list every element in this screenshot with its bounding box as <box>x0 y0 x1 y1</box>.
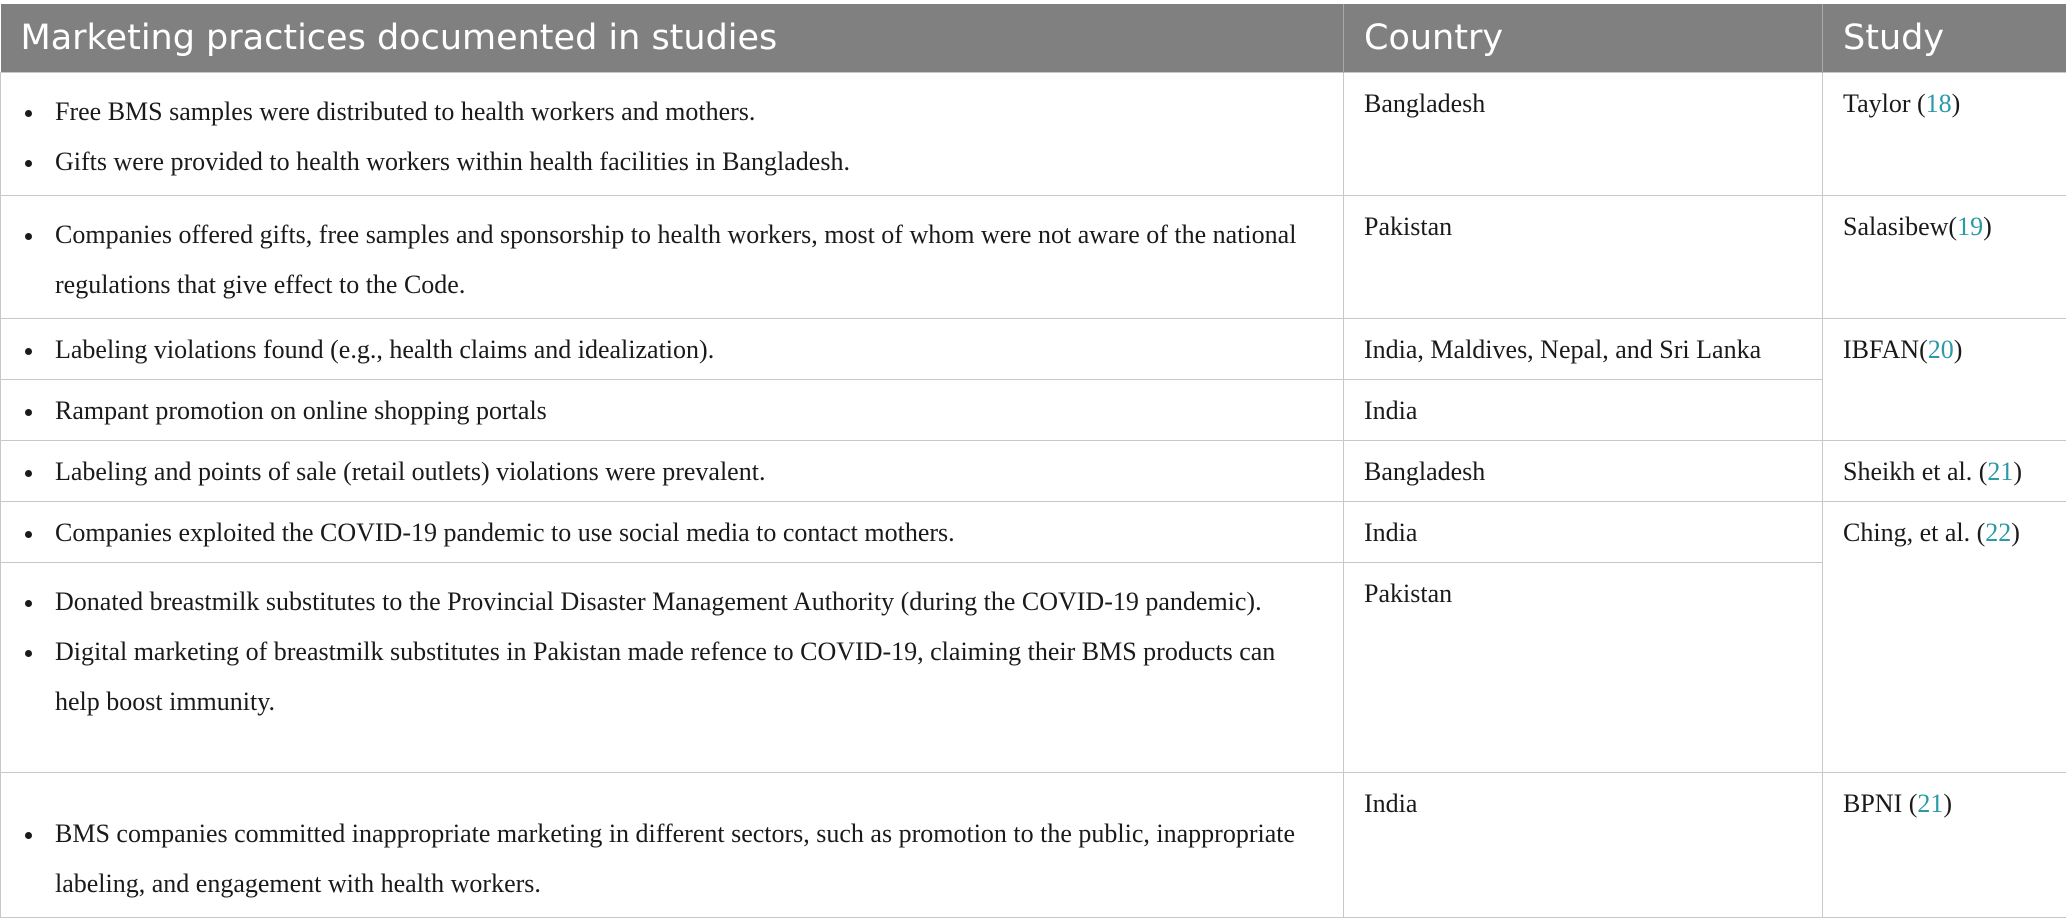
reference-link[interactable]: 20 <box>1928 335 1954 364</box>
study-cell <box>1823 196 2066 319</box>
table-row <box>1 319 2066 380</box>
reference-link[interactable]: 18 <box>1926 89 1952 118</box>
reference-link[interactable]: 21 <box>1987 457 2013 486</box>
country-cell: India <box>1344 502 1823 563</box>
practices-list <box>23 325 1313 375</box>
study-author: Salasibew( <box>1843 212 1957 241</box>
study-author: IBFAN( <box>1843 335 1928 364</box>
practices-cell <box>1 196 1344 319</box>
reference-link[interactable]: 21 <box>1917 789 1943 818</box>
practices-cell <box>1 563 1344 773</box>
study-cell <box>1823 319 2066 441</box>
practice-item: Companies exploited the COVID-19 pandemic to use social media to contact mothers. <box>23 508 1313 558</box>
study-cell <box>1823 441 2066 502</box>
practices-cell <box>1 319 1344 380</box>
reference-link[interactable]: 19 <box>1957 212 1983 241</box>
table-row <box>1 563 2066 773</box>
practices-cell <box>1 441 1344 502</box>
practice-item: Rampant promotion on online shopping portals <box>23 386 1313 436</box>
header-country: Country <box>1344 4 1823 73</box>
study-author: Taylor ( <box>1843 89 1926 118</box>
table-row <box>1 196 2066 319</box>
study-author: Sheikh et al. ( <box>1843 457 1987 486</box>
study-author: Ching, et al. ( <box>1843 518 1985 547</box>
practices-list <box>23 508 1313 558</box>
practice-item: Digital marketing of breastmilk substitutes in Pakistan made refence to COVID-19, claiming their BMS products can help boost immunity. <box>23 627 1313 727</box>
practice-item: Gifts were provided to health workers within health facilities in Bangladesh. <box>23 137 1313 187</box>
table-header-row <box>1 4 2066 73</box>
practices-list <box>23 577 1313 727</box>
table-row <box>1 380 2066 441</box>
practices-cell <box>1 73 1344 196</box>
practices-list <box>23 447 1313 497</box>
country-cell: India <box>1344 773 1823 918</box>
practice-item: Free BMS samples were distributed to health workers and mothers. <box>23 87 1313 137</box>
table-row <box>1 502 2066 563</box>
study-close: ) <box>1952 89 1961 118</box>
country-cell: India, Maldives, Nepal, and Sri Lanka <box>1344 319 1823 380</box>
practice-item: Labeling and points of sale (retail outlets) violations were prevalent. <box>23 447 1313 497</box>
study-close: ) <box>2013 457 2022 486</box>
table-row <box>1 773 2066 918</box>
practices-list <box>23 210 1313 310</box>
practice-item: Donated breastmilk substitutes to the Provincial Disaster Management Authority (during the COVID-19 pandemic). <box>23 577 1313 627</box>
practices-cell <box>1 380 1344 441</box>
practices-cell <box>1 502 1344 563</box>
practice-item: BMS companies committed inappropriate marketing in different sectors, such as promotion to the public, inappropriate labeling, and engagement with health workers. <box>23 809 1313 909</box>
study-close: ) <box>1954 335 1963 364</box>
reference-link[interactable]: 22 <box>1985 518 2011 547</box>
table-row <box>1 73 2066 196</box>
country-cell: Bangladesh <box>1344 73 1823 196</box>
study-author: BPNI ( <box>1843 789 1917 818</box>
study-close: ) <box>2011 518 2020 547</box>
practices-list <box>23 809 1313 909</box>
country-cell: India <box>1344 380 1823 441</box>
marketing-practices-table <box>0 4 2066 918</box>
study-cell <box>1823 773 2066 918</box>
header-study: Study <box>1823 4 2066 73</box>
practice-item: Labeling violations found (e.g., health claims and idealization). <box>23 325 1313 375</box>
country-cell: Pakistan <box>1344 196 1823 319</box>
study-cell <box>1823 502 2066 773</box>
practice-item: Companies offered gifts, free samples and sponsorship to health workers, most of whom were not aware of the national regulations that give effect to the Code. <box>23 210 1313 310</box>
country-cell: Pakistan <box>1344 563 1823 773</box>
country-cell: Bangladesh <box>1344 441 1823 502</box>
study-cell <box>1823 73 2066 196</box>
study-close: ) <box>1943 789 1952 818</box>
header-practices: Marketing practices documented in studies <box>1 4 1344 73</box>
practices-cell <box>1 773 1344 918</box>
practices-list <box>23 386 1313 436</box>
study-close: ) <box>1983 212 1992 241</box>
table-row <box>1 441 2066 502</box>
practices-list <box>23 87 1313 187</box>
